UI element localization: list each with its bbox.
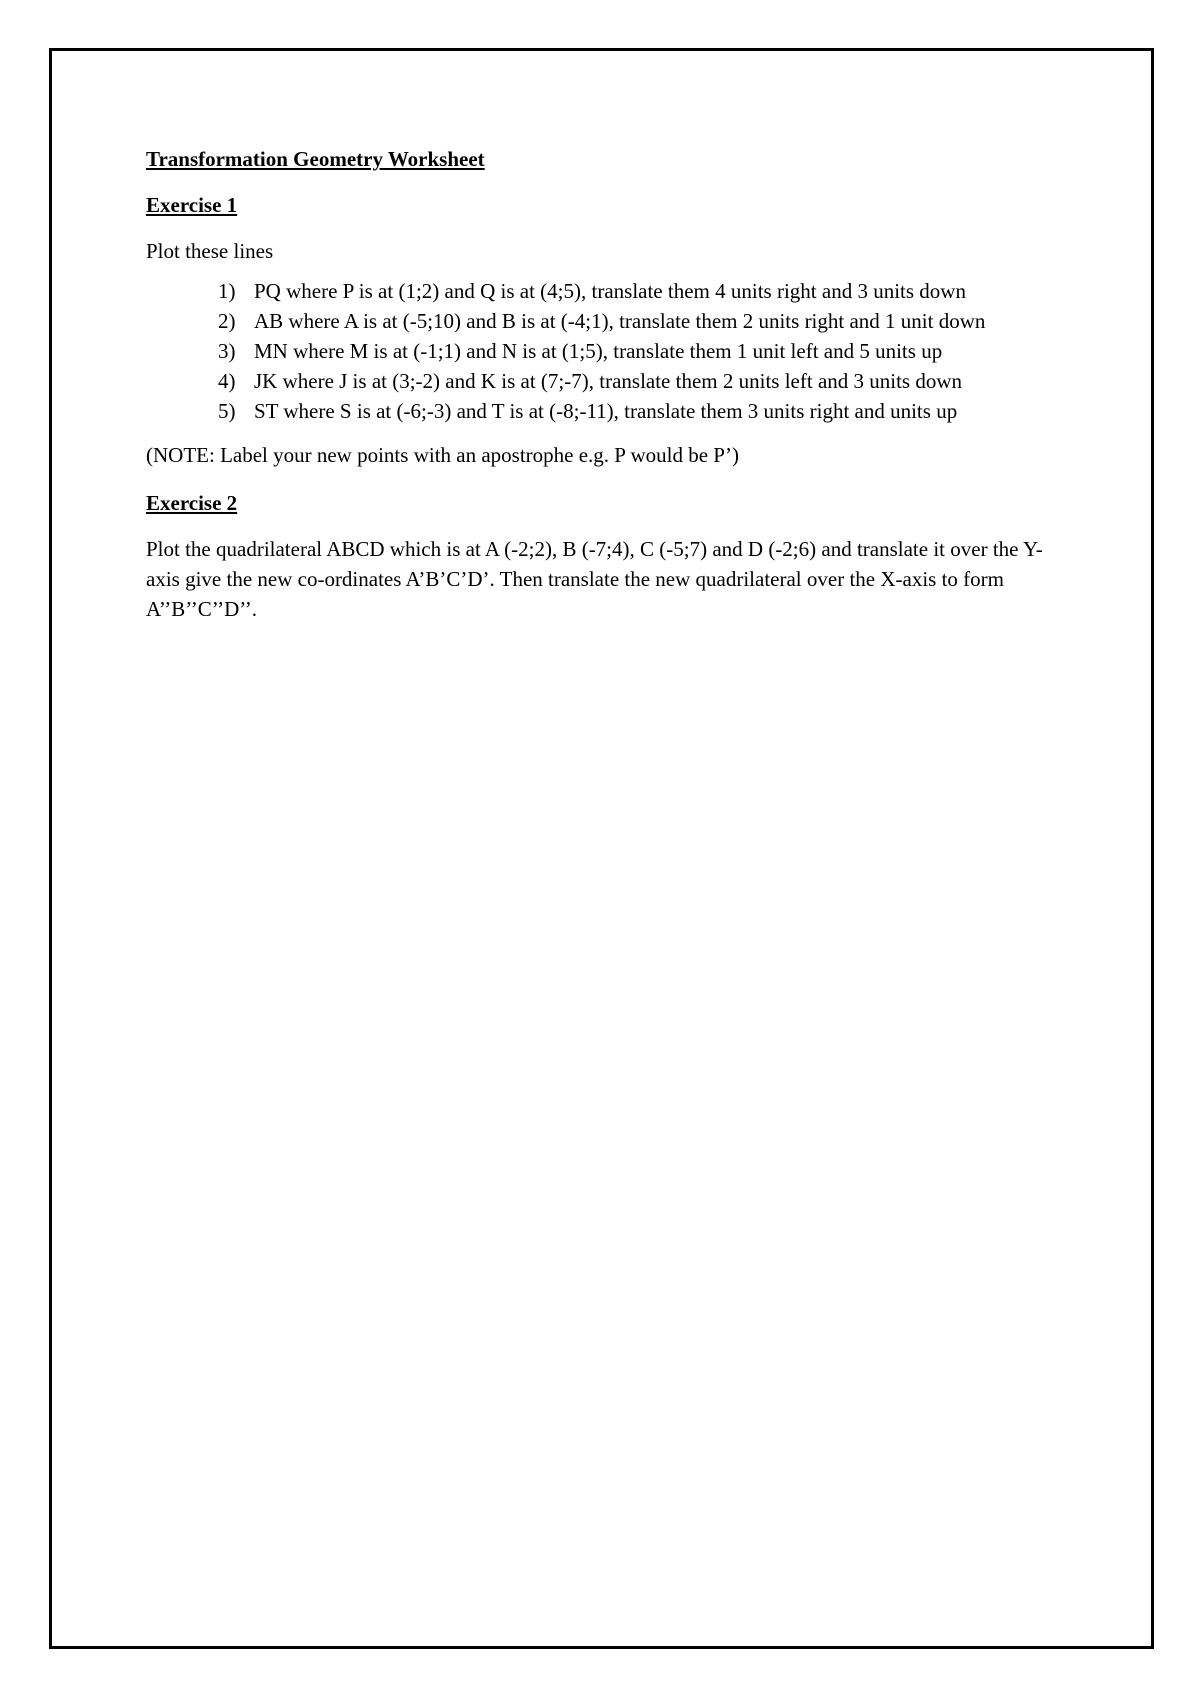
worksheet-content: [146, 144, 1066, 624]
list-item-text: AB where A is at (-5;10) and B is at (-4;1), translate them 2 units right and 1 unit down: [254, 309, 986, 333]
list-item: [146, 396, 1066, 426]
list-item-text: MN where M is at (-1;1) and N is at (1;5), translate them 1 unit left and 5 units up: [254, 339, 943, 363]
list-item: [146, 336, 1066, 366]
worksheet-title: Transformation Geometry Worksheet: [146, 147, 485, 171]
list-item: [146, 306, 1066, 336]
list-item: [146, 366, 1066, 396]
exercise-1-heading: Exercise 1: [146, 193, 238, 217]
list-item-number: 1): [218, 279, 236, 303]
exercise-1-intro: Plot these lines: [146, 239, 274, 263]
list-item-text: ST where S is at (-6;-3) and T is at (-8;-11), translate them 3 units right and units up: [254, 399, 958, 423]
list-item-text: PQ where P is at (1;2) and Q is at (4;5), translate them 4 units right and 3 units down: [254, 279, 966, 303]
list-item-number: 4): [218, 369, 236, 393]
list-item: [146, 276, 1066, 306]
exercise-1-note: (NOTE: Label your new points with an apostrophe e.g. P would be P’): [146, 443, 739, 467]
exercise-2-text: Plot the quadrilateral ABCD which is at A (-2;2), B (-7;4), C (-5;7) and D (-2;6) and translate it over the Y-axis give the new co-ordinates A’B’C’D’. Then translate the new quadrilateral over the X-axis to form A’’B’’C’’D’’.: [146, 537, 1043, 621]
exercise-2-heading: Exercise 2: [146, 491, 238, 515]
exercise-1-list: [146, 276, 1066, 426]
list-item-text: JK where J is at (3;-2) and K is at (7;-7), translate them 2 units left and 3 units down: [254, 369, 963, 393]
list-item-number: 5): [218, 399, 236, 423]
list-item-number: 2): [218, 309, 236, 333]
list-item-number: 3): [218, 339, 236, 363]
